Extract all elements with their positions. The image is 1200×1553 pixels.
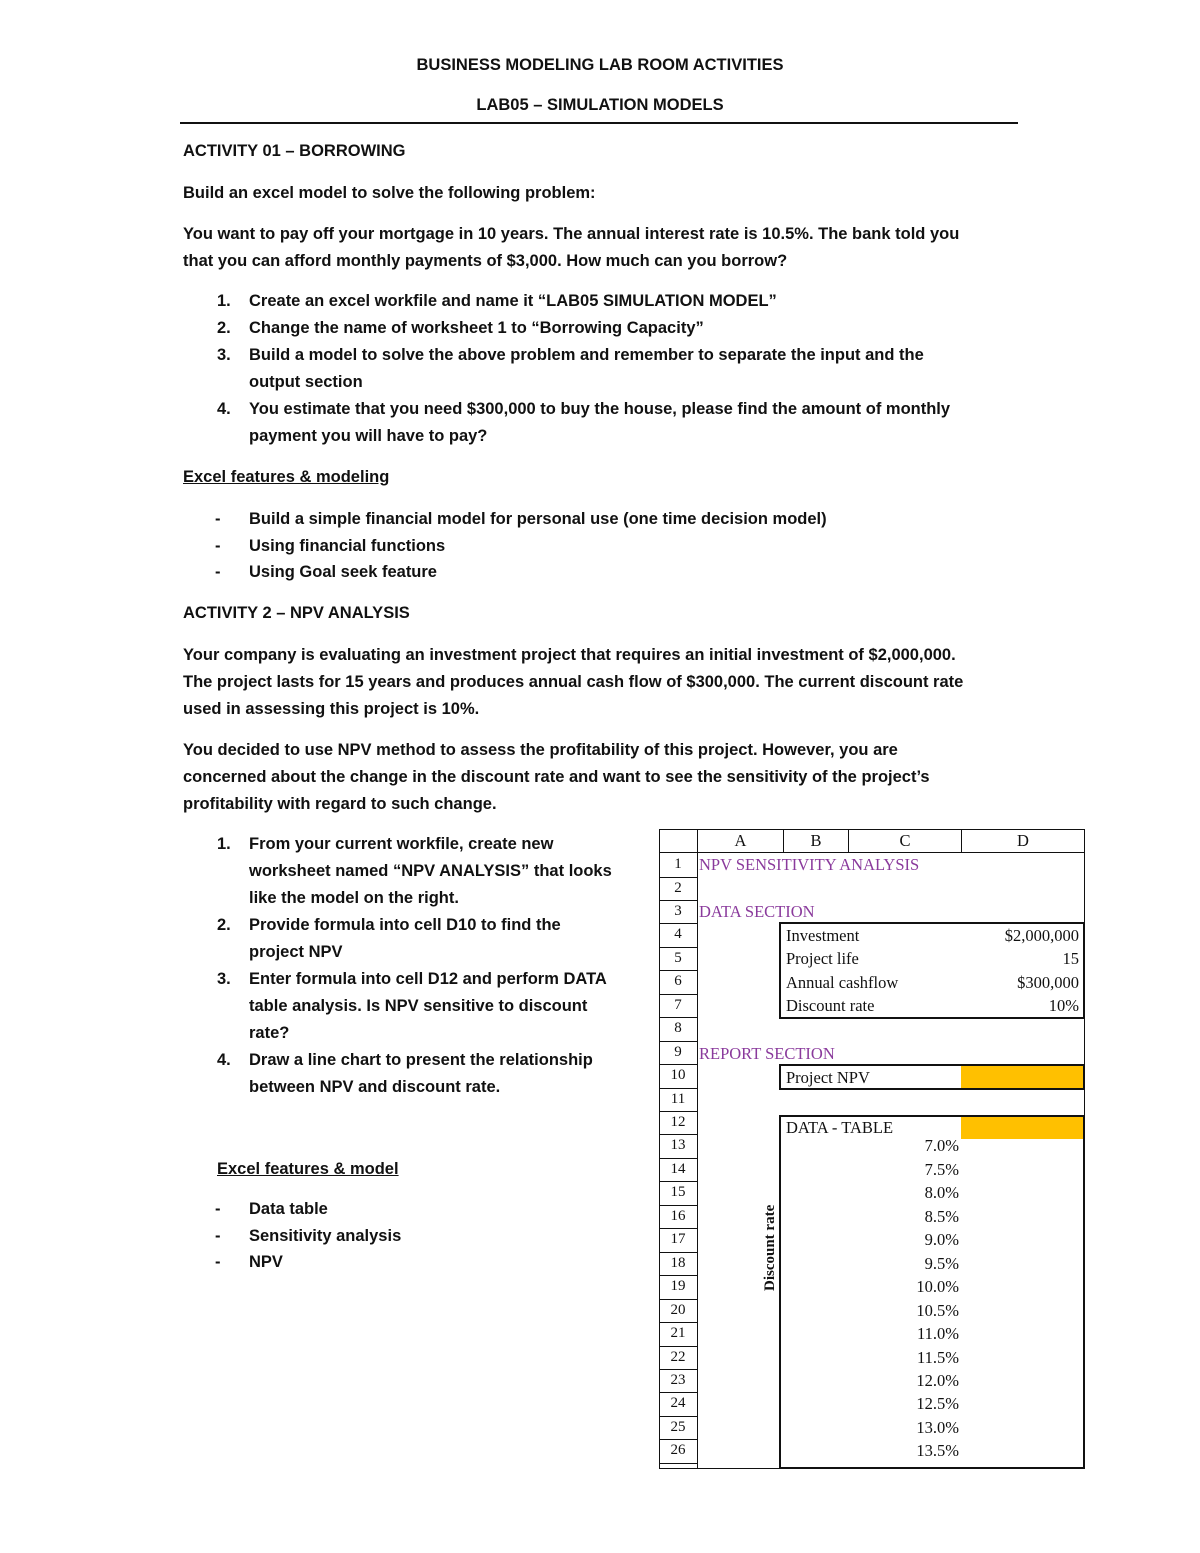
npv-output-cell-d10	[961, 1065, 1083, 1088]
discount-rate-cell: 9.0%	[924, 1230, 959, 1250]
feature-item: - NPV	[183, 1249, 613, 1276]
activity2-para1-line3: used in assessing this project is 10%.	[183, 700, 480, 718]
activity2-para1-line2: The project lasts for 15 years and produces annual cash flow of $300,000. The current discount rate	[183, 673, 964, 691]
data-table-cell-d12	[961, 1117, 1083, 1139]
row-number: 12	[670, 1113, 686, 1130]
activity2-step: 1. From your current workfile, create new worksheet named “NPV ANALYSIS” that looks like the model on the right.	[217, 835, 612, 907]
row-number: 26	[670, 1442, 686, 1459]
input-label: Discount rate	[786, 996, 875, 1015]
feature-item: - Using Goal seek feature	[183, 559, 1013, 586]
activity1-steps	[183, 288, 1013, 450]
input-value: $300,000	[1017, 973, 1079, 992]
feature-item: - Using financial functions	[183, 533, 1013, 560]
column-header: C	[899, 831, 911, 850]
discount-rate-cell: 11.5%	[916, 1347, 959, 1367]
row-number: 9	[674, 1043, 682, 1060]
activity2-para1-line1: Your company is evaluating an investment project that requires an initial investment of $2,000,000.	[183, 646, 956, 664]
row-number: 3	[674, 902, 682, 919]
row-number: 7	[674, 996, 682, 1013]
row-number: 4	[674, 926, 682, 943]
row-number: 10	[670, 1067, 686, 1083]
row-number: 11	[670, 1090, 686, 1107]
activity1-step: 3. Build a model to solve the above problem and remember to separate the input and the output section	[217, 346, 924, 391]
discount-rate-cell: 10.0%	[916, 1277, 959, 1297]
discount-rate-cell: 8.5%	[924, 1206, 959, 1226]
activity2-heading: ACTIVITY 2 – NPV ANALYSIS	[183, 604, 410, 622]
activity2-features-heading: Excel features & model	[217, 1160, 399, 1178]
activity1-features	[183, 506, 1013, 586]
row-number: 14	[670, 1160, 686, 1177]
row-number: 18	[670, 1254, 686, 1271]
row-number: 1	[674, 856, 682, 872]
discount-rate-cell: 13.5%	[916, 1441, 959, 1461]
discount-rate-cell: 12.5%	[916, 1394, 959, 1414]
activity2-step: 4. Draw a line chart to present the relationship between NPV and discount rate.	[217, 1051, 593, 1096]
row-number: 24	[670, 1395, 686, 1412]
activity1-step: 1. Create an excel workfile and name it “LAB05 SIMULATION MODEL”	[217, 292, 777, 310]
row-number: 13	[670, 1137, 686, 1154]
document-title: BUSINESS MODELING LAB ROOM ACTIVITIES	[416, 56, 784, 74]
discount-rate-axis-label: Discount rate	[762, 1204, 778, 1291]
row-number: 15	[670, 1184, 686, 1201]
npv-label: Project NPV	[786, 1068, 870, 1087]
input-value: 15	[1062, 949, 1079, 968]
activity1-intro: Build an excel model to solve the following problem:	[183, 184, 596, 202]
activity1-features-heading: Excel features & modeling	[183, 468, 390, 486]
row-number: 25	[670, 1418, 686, 1435]
activity2-para2-line3: profitability with regard to such change.	[183, 795, 497, 813]
row-number: 5	[674, 949, 682, 966]
discount-rate-cell: 7.0%	[924, 1136, 959, 1156]
activity2-para2-line1: You decided to use NPV method to assess the profitability of this project. However, you are	[183, 741, 898, 759]
input-value: 10%	[1048, 996, 1079, 1015]
activity1-problem-line2: that you can afford monthly payments of $3,000. How much can you borrow?	[183, 252, 788, 270]
activity1-step: 4. You estimate that you need $300,000 to buy the house, please find the amount of monthly payment you will have to pay?	[217, 400, 951, 445]
column-header: D	[1017, 831, 1029, 850]
activity2-step: 2. Provide formula into cell D10 to find the project NPV	[217, 916, 561, 961]
activity2-para2-line2: concerned about the change in the discount rate and want to see the sensitivity of the project’s	[183, 768, 930, 786]
input-label: Investment	[786, 926, 860, 945]
row-number: 17	[670, 1231, 686, 1248]
row-number: 8	[674, 1020, 682, 1037]
row-number: 21	[670, 1325, 686, 1341]
column-header: A	[734, 831, 747, 850]
row-number: 23	[670, 1371, 686, 1388]
npv-spreadsheet	[659, 829, 1085, 1469]
row-number: 22	[670, 1348, 686, 1365]
activity2-step: 3. Enter formula into cell D12 and perform DATA table analysis. Is NPV sensitive to discount rate?	[217, 970, 607, 1042]
document-subtitle: LAB05 – SIMULATION MODELS	[476, 96, 724, 114]
discount-rate-cell: 10.5%	[916, 1300, 959, 1320]
input-label: Project life	[786, 949, 859, 968]
data-table-label: DATA - TABLE	[786, 1118, 894, 1137]
feature-item: - Sensitivity analysis	[183, 1223, 613, 1250]
activity1-heading: ACTIVITY 01 – BORROWING	[183, 142, 406, 160]
activity1-step: 2. Change the name of worksheet 1 to “Borrowing Capacity”	[217, 319, 704, 337]
discount-rate-cell: 9.5%	[924, 1253, 959, 1273]
row-number: 2	[674, 879, 682, 896]
feature-item: - Build a simple financial model for personal use (one time decision model)	[183, 506, 1013, 533]
discount-rate-cell: 13.0%	[916, 1417, 959, 1437]
sheet-title: NPV SENSITIVITY ANALYSIS	[699, 855, 920, 874]
header-rule	[180, 122, 1018, 124]
discount-rate-cell: 8.0%	[924, 1183, 959, 1203]
row-number: 20	[670, 1301, 686, 1318]
feature-item: - Data table	[183, 1196, 613, 1223]
discount-rate-cell: 11.0%	[916, 1324, 959, 1343]
report-section-label: REPORT SECTION	[699, 1044, 835, 1063]
activity1-problem-line1: You want to pay off your mortgage in 10 years. The annual interest rate is 10.5%. The bank told you	[183, 225, 960, 243]
discount-rate-cell: 7.5%	[924, 1159, 959, 1179]
discount-rate-cell: 12.0%	[916, 1370, 959, 1390]
row-number: 16	[670, 1207, 686, 1224]
activity2-steps	[183, 831, 643, 1101]
row-number: 19	[670, 1278, 686, 1295]
data-section-label: DATA SECTION	[699, 902, 815, 921]
row-number: 6	[674, 973, 682, 990]
input-value: $2,000,000	[1004, 926, 1079, 945]
activity2-features	[183, 1196, 613, 1276]
input-label: Annual cashflow	[786, 973, 899, 992]
column-header: B	[810, 831, 822, 850]
